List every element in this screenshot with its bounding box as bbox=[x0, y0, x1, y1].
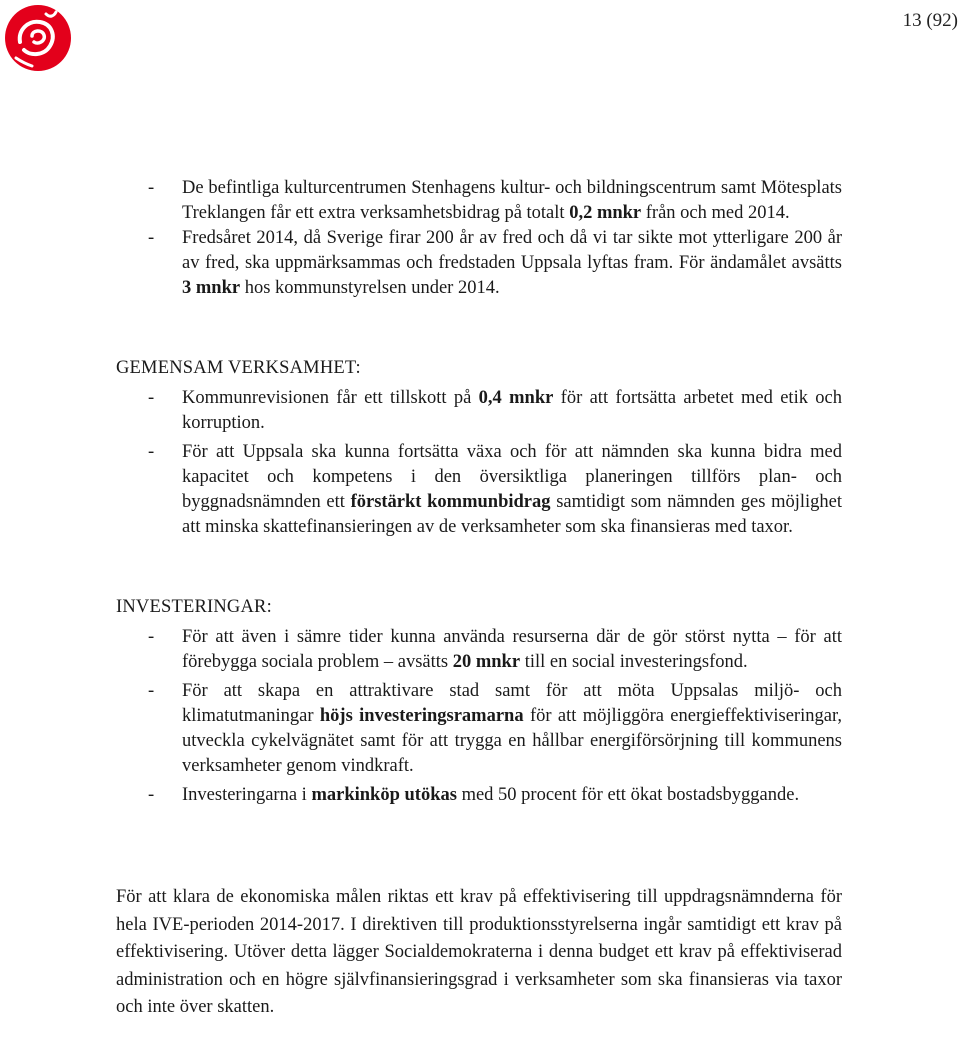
bullet-dash: - bbox=[148, 681, 155, 701]
section-heading-investeringar: INVESTERINGAR: bbox=[116, 597, 272, 617]
list-item bbox=[116, 783, 842, 808]
list-item bbox=[116, 440, 842, 540]
bullet-dash: - bbox=[148, 442, 155, 462]
closing-paragraph: För att klara de ekonomiska målen riktas ett krav på effektivisering till uppdragsnämnderna för hela IVE-perioden 2014-2017. I direktiven till produktionsstyrelserna ingår samtidigt ett krav på effektivisering. Utöver detta lägger Socialdemokraterna i denna budget ett krav på effektiviserad administration och en högre självfinansieringsgrad i verksamheter som ska finansieras via taxor och inte över skatten. bbox=[116, 887, 842, 1017]
item-text: För att skapa en attraktivare stad samt för att möta Uppsalas miljö- och klimatutmaningar bbox=[182, 681, 842, 726]
item-text: De befintliga kulturcentrumen Stenhagens kultur- och bildningscentrum samt Mötesplats Treklangen får ett extra verksamhetsbidrag på totalt bbox=[182, 178, 842, 223]
item-text: för att möjliggöra energieffektiviseringar, utveckla cykelvägnätet samt för att trygga en hållbar energiförsörjning till kommunens verksamheter genom vindkraft. bbox=[182, 706, 842, 776]
bullet-dash: - bbox=[148, 627, 155, 647]
item-emphasis: markinköp utökas bbox=[311, 785, 457, 805]
item-text: För att även i sämre tider kunna använda resurserna där de gör störst nytta – för att förebygga sociala problem – avsätts bbox=[182, 627, 842, 672]
item-emphasis: höjs investeringsramarna bbox=[319, 706, 524, 726]
item-text: till en social investeringsfond. bbox=[520, 652, 748, 672]
item-text: Fredsåret 2014, då Sverige firar 200 år av fred och då vi tar sikte mot ytterligare 200 år av fred, ska uppmärksammas och fredstaden Uppsala lyftas fram. För ändamålet avsätts bbox=[182, 228, 842, 273]
bullet-dash: - bbox=[148, 785, 155, 805]
list-item bbox=[116, 386, 842, 436]
item-text: samtidigt som nämnden ges möjlighet att minska skattefinansieringen av de verksamheter som ska finansieras med taxor. bbox=[182, 492, 842, 537]
bullet-list-gemensam bbox=[116, 386, 842, 540]
item-text: hos kommunstyrelsen under 2014. bbox=[240, 278, 500, 298]
bullet-dash: - bbox=[148, 228, 155, 248]
item-text: från och med 2014. bbox=[641, 203, 790, 223]
section-heading-gemensam: GEMENSAM VERKSAMHET: bbox=[116, 358, 361, 378]
item-text: med 50 procent för ett ökat bostadsbyggande. bbox=[456, 785, 800, 805]
item-text: Kommunrevisionen får ett tillskott på bbox=[182, 388, 479, 408]
bullet-dash: - bbox=[148, 178, 155, 198]
item-emphasis: 0,2 mnkr bbox=[569, 203, 642, 223]
rose-logo-icon bbox=[2, 2, 74, 74]
item-emphasis: 0,4 mnkr bbox=[478, 388, 554, 408]
item-emphasis: 3 mnkr bbox=[182, 278, 241, 298]
bullet-list-culture bbox=[116, 176, 842, 301]
bullet-dash: - bbox=[148, 388, 155, 408]
list-item bbox=[116, 625, 842, 675]
item-text: Investeringarna i bbox=[182, 785, 312, 805]
list-item bbox=[116, 679, 842, 779]
item-emphasis: förstärkt kommunbidrag bbox=[350, 492, 551, 512]
list-item bbox=[116, 176, 842, 226]
page-number: 13 (92) bbox=[902, 10, 958, 31]
item-text: För att Uppsala ska kunna fortsätta växa och för att nämnden ska kunna bidra med kapacitet och kompetens i den översiktliga planeringen tillförs plan- och byggnadsnämnden ett bbox=[182, 442, 842, 512]
item-text: för att fortsätta arbetet med etik och korruption. bbox=[182, 388, 843, 433]
bullet-list-investeringar bbox=[116, 625, 842, 808]
item-emphasis: 20 mnkr bbox=[452, 652, 521, 672]
list-item bbox=[116, 226, 842, 301]
